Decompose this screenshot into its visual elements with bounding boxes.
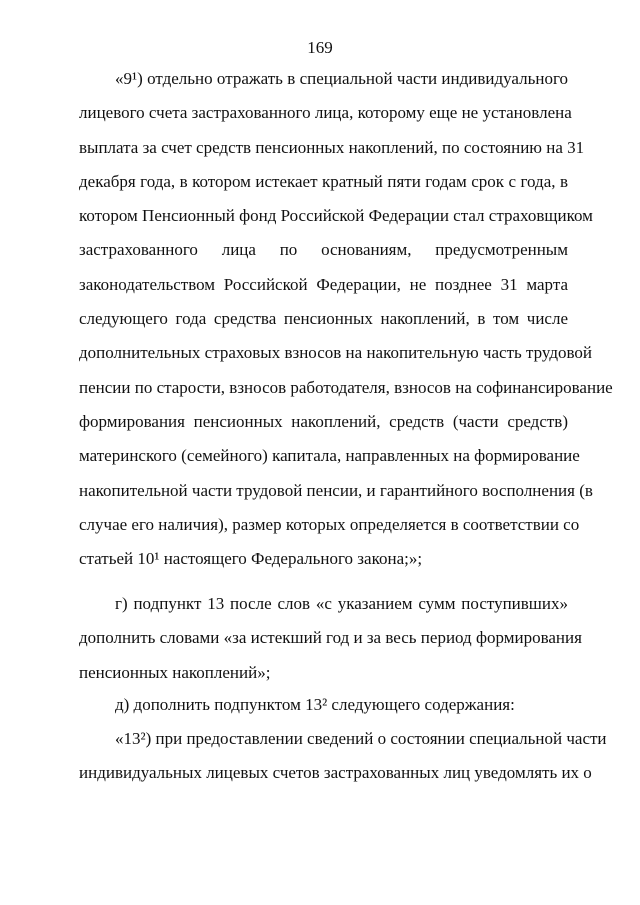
text-line: выплата за счет средств пенсионных накоплений, по состоянию на 31	[79, 137, 585, 157]
text-line: д) дополнить подпунктом 13² следующего содержания:	[115, 695, 515, 714]
text-line: формирования пенсионных накоплений, средств (части средств)	[79, 411, 568, 431]
text-line: «13²) при предоставлении сведений о состоянии специальной части	[115, 729, 607, 748]
paragraph-d	[79, 688, 568, 722]
text-line: случае его наличия), размер которых определяется в соответствии со	[79, 514, 580, 534]
text-line: «9¹) отдельно отражать в специальной части индивидуального	[115, 69, 568, 88]
page-number: 169	[307, 38, 333, 57]
paragraph-13-2	[79, 722, 607, 791]
paragraph-g	[79, 587, 582, 690]
text-line: статьей 10¹ настоящего Федерального закона;»;	[79, 549, 423, 569]
text-line: материнского (семейного) капитала, направленных на формирование	[79, 446, 580, 466]
text-line: пенсии по старости, взносов работодателя, взносов на софинансирование	[79, 377, 613, 397]
text-line: застрахованного лица по основаниям, предусмотренным	[79, 240, 568, 260]
text-line: дополнительных страховых взносов на накопительную часть трудовой	[79, 343, 593, 363]
text-line: индивидуальных лицевых счетов застрахованных лиц уведомлять их о	[79, 763, 592, 783]
text-line: г) подпункт 13 после слов «с указанием сумм поступивших»	[115, 594, 568, 613]
text-line: декабря года, в котором истекает кратный пяти годам срок с года, в	[79, 171, 568, 191]
text-line: лицевого счета застрахованного лица, которому еще не установлена	[79, 103, 572, 123]
text-line: следующего года средства пенсионных накоплений, в том числе	[79, 309, 568, 329]
text-line: накопительной части трудовой пенсии, и гарантийного восполнения (в	[79, 480, 593, 500]
paragraph-9-1	[79, 62, 613, 576]
text-line: дополнить словами «за истекший год и за весь период формирования	[79, 628, 582, 648]
text-line: котором Пенсионный фонд Российской Федерации стал страховщиком	[79, 206, 593, 226]
text-line: законодательством Российской Федерации, не позднее 31 марта	[79, 274, 568, 294]
text-line: пенсионных накоплений»;	[79, 662, 271, 682]
